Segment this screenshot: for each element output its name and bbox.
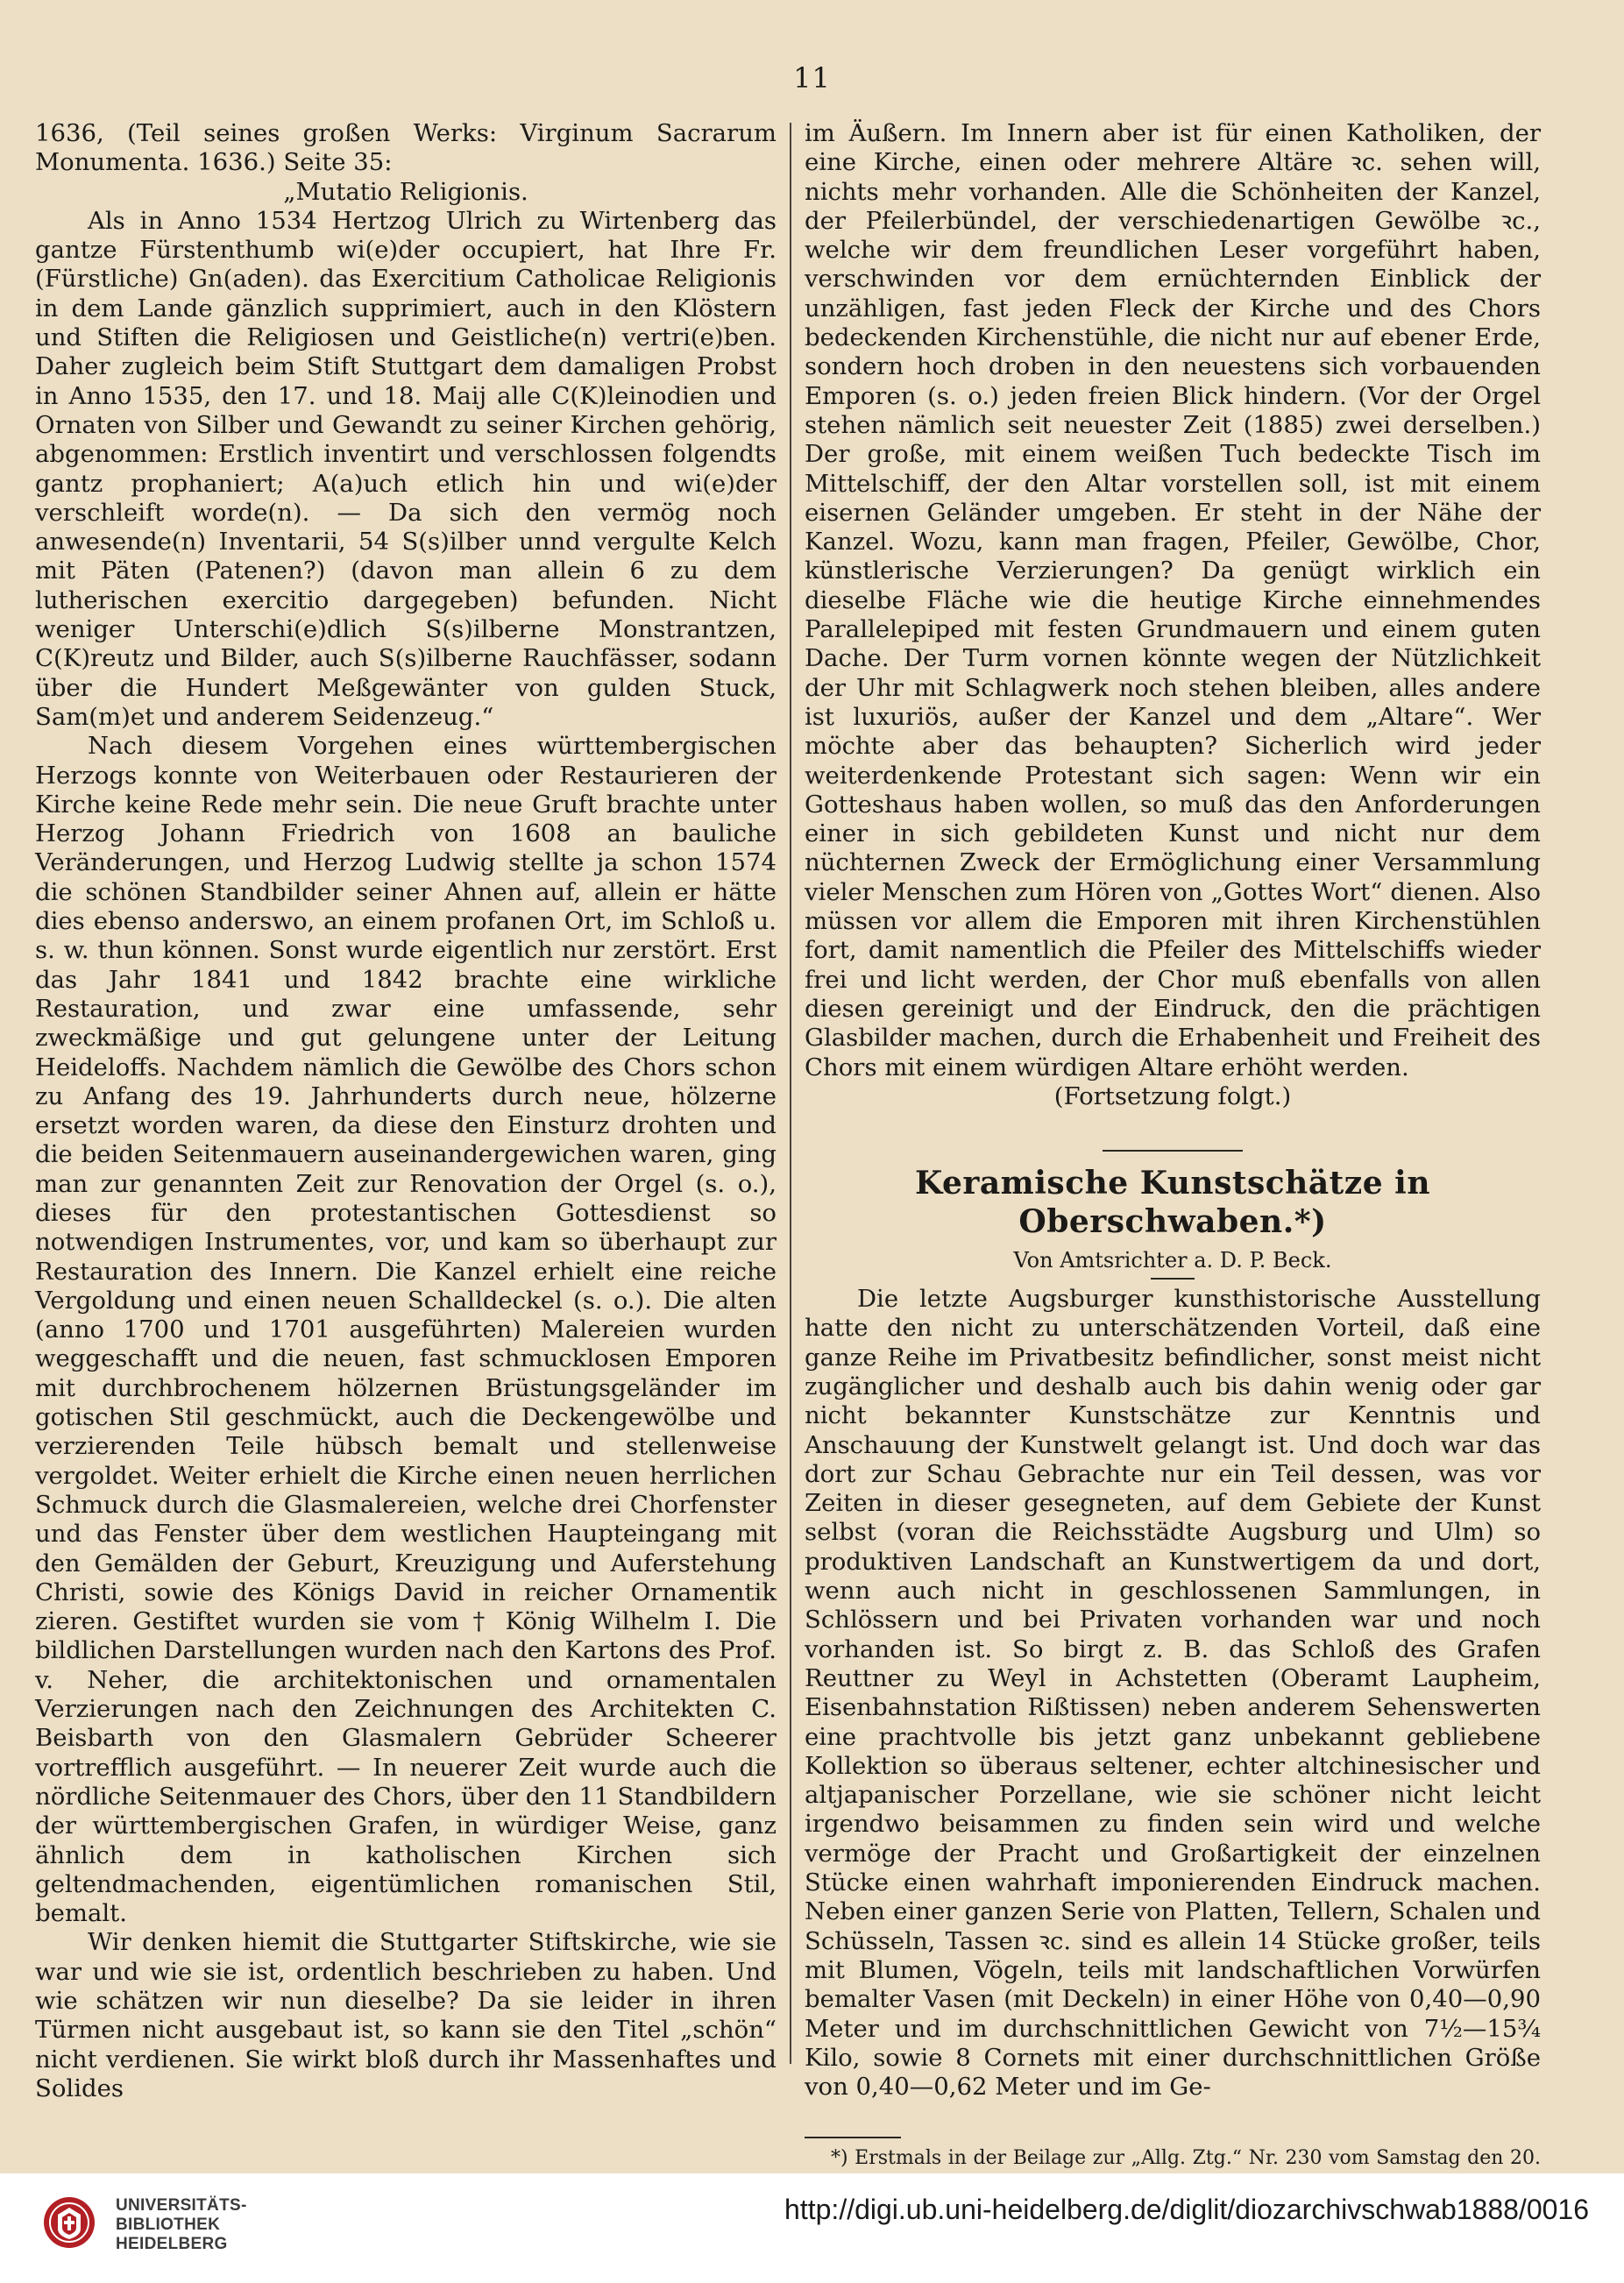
continuation-note: (Fortsetzung folgt.)	[1053, 1081, 1292, 1110]
left-paragraph-history: Nach diesem Vorgehen eines württembergischen Herzogs konnte von Weiterbauen oder Restaurieren der Kirche keine Rede mehr sein. Die neue Gruft brachte unter Herzog Johann Friedrich von 1608 an bauliche Veränderungen, und Herzog Ludwig stellte ja schon 1574 die schönen Standbilder seiner Ahnen auf, allein er hätte dies ebenso anderswo, an einem profanen Ort, im Schloß u. s. w. thun können. Sonst wurde eigentlich nur zerstört. Erst das Jahr 1841 und 1842 brachte eine wirkliche Restauration, und zwar eine umfassende, sehr zweckmäßige und gut gelungene unter der Leitung Heideloffs. Nachdem nämlich die Gewölbe des Chors schon zu Anfang des 19. Jahrhunderts durch neue, hölzerne ersetzt worden waren, da diese den Einsturz drohten und die beiden Seitenmauern auseinandergewichen waren, ging man zur genannten Zeit zur Renovation der Orgel (s. o.), dieses für den protestantischen Gottesdienst so notwendigen Instrumentes, vor, und kam so überhaupt zur Restauration des Innern. Die Kanzel erhielt eine reiche Vergoldung und einen neuen Schalldeckel (s. o.). Die alten (anno 1700 und 1701 ausgeführten) Malereien wurden weggeschafft und die neuen, fast schmucklosen Emporen mit durchbrochenem hölzernen Brüstungsgeländer im gotischen Stil geschmückt, auch die Deckengewölbe und verzierenden Teile hübsch bemalt und stellenweise vergoldet. Weiter erhielt die Kirche einen neuen herrlichen Schmuck durch die Glasmalereien, welche drei Chorfenster und das Fenster über dem westlichen Haupteingang mit den Gemälden der Geburt, Kreuzigung und Auferstehung Christi, sowie des Königs David in reicher Ornamentik zieren. Gestiftet wurden sie vom † König Wilhelm I. Die bildlichen Darstellungen wurden nach den Kartons des Prof. v. Neher, die architektonischen und ornamentalen Verzierungen nach den Zeichnungen des Architekten C. Beisbarth von den Glasmalern Gebrüder Scheerer vortrefflich ausgeführt. — In neuerer Zeit wurde auch die nördliche Seitenmauer des Chors, über den 11 Standbildern der württembergischen Grafen, in würdiger Weise, ganz ähnlich dem in katholischen Kirchen sich geltendmachenden, eigentümlichen romanischen Stil, bemalt.	[35, 732, 777, 1928]
library-logo-text	[116, 2196, 247, 2254]
section-divider	[1103, 1150, 1243, 1152]
article-title: Keramische Kunstschätze in Oberschwaben.*)	[914, 1165, 1431, 1241]
article-paragraph-1: Die letzte Augsburger kunsthistorische Ausstellung hatte den nicht zu unterschätzenden Vorteil, daß eine ganze Reihe im Privatbesitz befindlicher, sonst meist nicht zugänglicher und deshalb auch bis dahin wenig oder gar nicht bekannter Kunstschätze zur Kenntnis und Anschauung der Kunstwelt gelangt ist. Und doch war das dort zur Schau Gebrachte nur ein Teil dessen, was vor Zeiten in dieser gesegneten, auf dem Gebiete der Kunst selbst (voran die Reichsstädte Augsburg und Ulm) so produktiven Landschaft an Kunstwertigem da und dort, wenn auch nicht in geschlossenen Sammlungen, in Schlössern und bei Privaten vorhanden war und noch vorhanden ist. So birgt z. B. das Schloß des Grafen Reuttner zu Weyl in Achstetten (Oberamt Laupheim, Eisenbahnstation Rißtissen) neben anderem Sehenswerten eine prachtvolle bis jetzt ganz unbekannt gebliebene Kollektion so überaus seltener, echter altchinesischer und altjapanischer Porzellane, wie sie schöner nicht leicht irgendwo beisammen zu finden sein wird und welche vermöge der Pracht und Großartigkeit der einzelnen Stücke einen wahrhaft imponierenden Eindruck machen. Neben einer ganzen Serie von Platten, Tellern, Schalen und Schüsseln, Tassen ꝛc. sind es allein 14 Stücke großer, teils mit Blumen, Vögeln, teils mit landschaftlichen Vorwürfen bemalter Vasen (mit Deckeln) in einer Höhe von 0,40—0,90 Meter und im durchschnittlichen Gewicht von 7½—15¾ Kilo, sowie 8 Cornets mit einer durchschnittlichen Größe von 0,40—0,62 Meter und im Ge-	[805, 1285, 1541, 2102]
university-seal-icon	[42, 2195, 96, 2250]
footnote: *) Erstmals in der Beilage zur „Allg. Ztg.“ Nr. 230 vom Samstag den 20.	[831, 2147, 1541, 2170]
left-column	[35, 119, 777, 2102]
logo-line-1: UNIVERSITÄTS-	[116, 2196, 247, 2215]
left-quote-heading: „Mutatio Religionis.	[283, 177, 528, 206]
left-paragraph-conclusion: Wir denken hiemit die Stuttgarter Stiftskirche, wie sie war und wie sie ist, ordentlich beschrieben zu haben. Und wie schätzen wir nun dieselbe? Da sie leider in ihren Türmen nicht ausgebaut ist, so kann sie den Titel „schön“ nicht verdienen. Sie wirkt bloß durch ihr Massenhaftes und Solides	[35, 1928, 777, 2102]
article-byline: Von Amtsrichter a. D. P. Beck.	[1013, 1248, 1332, 1273]
right-column	[805, 119, 1541, 2170]
footnote-rule	[805, 2137, 901, 2138]
column-divider	[790, 123, 791, 2064]
right-paragraph-continued: im Äußern. Im Innern aber ist für einen Katholiken, der eine Kirche, einen oder mehrere Altäre ꝛc. sehen will, nichts mehr vorhanden. Alle die Schönheiten der Kanzel, der Pfeilerbündel, der verschiedenartigen Gewölbe ꝛc., welche wir dem freundlichen Leser vorgeführt haben, verschwinden vor dem ernüchternden Einblick der unzähligen, fast jeden Fleck der Kirche und des Chors bedeckenden Kirchenstühle, die nicht nur auf ebener Erde, sondern hoch droben in den neuestens sich vorbauenden Emporen (s. o.) jeden freien Blick hindern. (Vor der Orgel stehen nämlich seit neuester Zeit (1885) zwei derselben.) Der große, mit einem weißen Tuch bedeckte Tisch im Mittelschiff, der den Altar vorstellen soll, ist mit einem eisernen Geländer umgeben. Er steht in der Nähe der Kanzel. Wozu, kann man fragen, Pfeiler, Gewölbe, Chor, künstlerische Verzierungen? Da genügt wirklich ein dieselbe Fläche wie die heutige Kirche einnehmendes Parallelepiped mit festen Grundmauern und einem guten Dache. Der Turm vornen könnte wegen der Nützlichkeit der Uhr mit Schlagwerk noch stehen bleiben, alles andere ist luxuriös, außer der Kanzel und dem „Altare“. Wer möchte aber das behaupten? Sicherlich wird jeder weiterdenkende Protestant sich sagen: Wenn wir ein Gotteshaus haben wollen, so muß das den Anforderungen einer in sich gebildeten Kunst und nicht nur dem nüchternen Zweck der Ermöglichung einer Versammlung vieler Menschen zum Hören von „Gottes Wort“ dienen. Also müssen vor allem die Emporen mit ihren Kirchenstühlen fort, damit namentlich die Pfeiler des Mittelschiffs wieder frei und licht werden, der Chor muß ebenfalls von allen diesen gereinigt und der Eindruck, den die prächtigen Glasbilder machen, durch die Erhabenheit und Freiheit des Chors mit einem würdigen Altare erhöht werden.	[805, 119, 1541, 1081]
source-url[interactable]: http://digi.ub.uni-heidelberg.de/diglit/diozarchivschwab1888/0016	[784, 2194, 1589, 2225]
logo-line-2: BIBLIOTHEK	[116, 2216, 221, 2234]
logo-line-3: HEIDELBERG	[116, 2235, 228, 2253]
left-paragraph-1: 1636, (Teil seines großen Werks: Virginum Sacrarum Monumenta. 1636.) Seite 35:	[35, 119, 777, 177]
byline-divider	[1151, 1278, 1195, 1280]
left-paragraph-quote: Als in Anno 1534 Hertzog Ulrich zu Wirtenberg das gantze Fürstenthumb wi(e)der occupiert, hat Ihre Fr. (Fürstliche) Gn(aden). das Exercitium Catholicae Religionis in dem Lande gänzlich supprimiert, auch in den Klöstern und Stiften die Religiosen und Geistliche(n) vertri(e)ben. Daher zugleich beim Stift Stuttgart dem damaligen Probst in Anno 1535, den 17. und 18. Maij alle C(K)leinodien und Ornaten von Silber und Gewandt zu seiner Kirchen gehörig, abgenommen: Erstlich inventirt und verschlossen folgendts gantz prophaniert; A(a)uch etlich hin und wi(e)der verschleift worde(n). — Da sich den vermög noch anwesende(n) Inventarii, 54 S(s)ilber unnd vergulte Kelch mit Päten (Patenen?) (davon man allein 6 zu dem lutherischen exercitio dargegeben) befunden. Nicht weniger Unterschi(e)dlich S(s)ilberne Monstrantzen, C(K)reutz und Bilder, auch S(s)ilberne Rauchfässer, sodann über die Hundert Meßgewänter von gulden Stuck, Sam(m)et und anderem Seidenzeug.“	[35, 206, 777, 731]
page-number: 11	[793, 61, 831, 95]
